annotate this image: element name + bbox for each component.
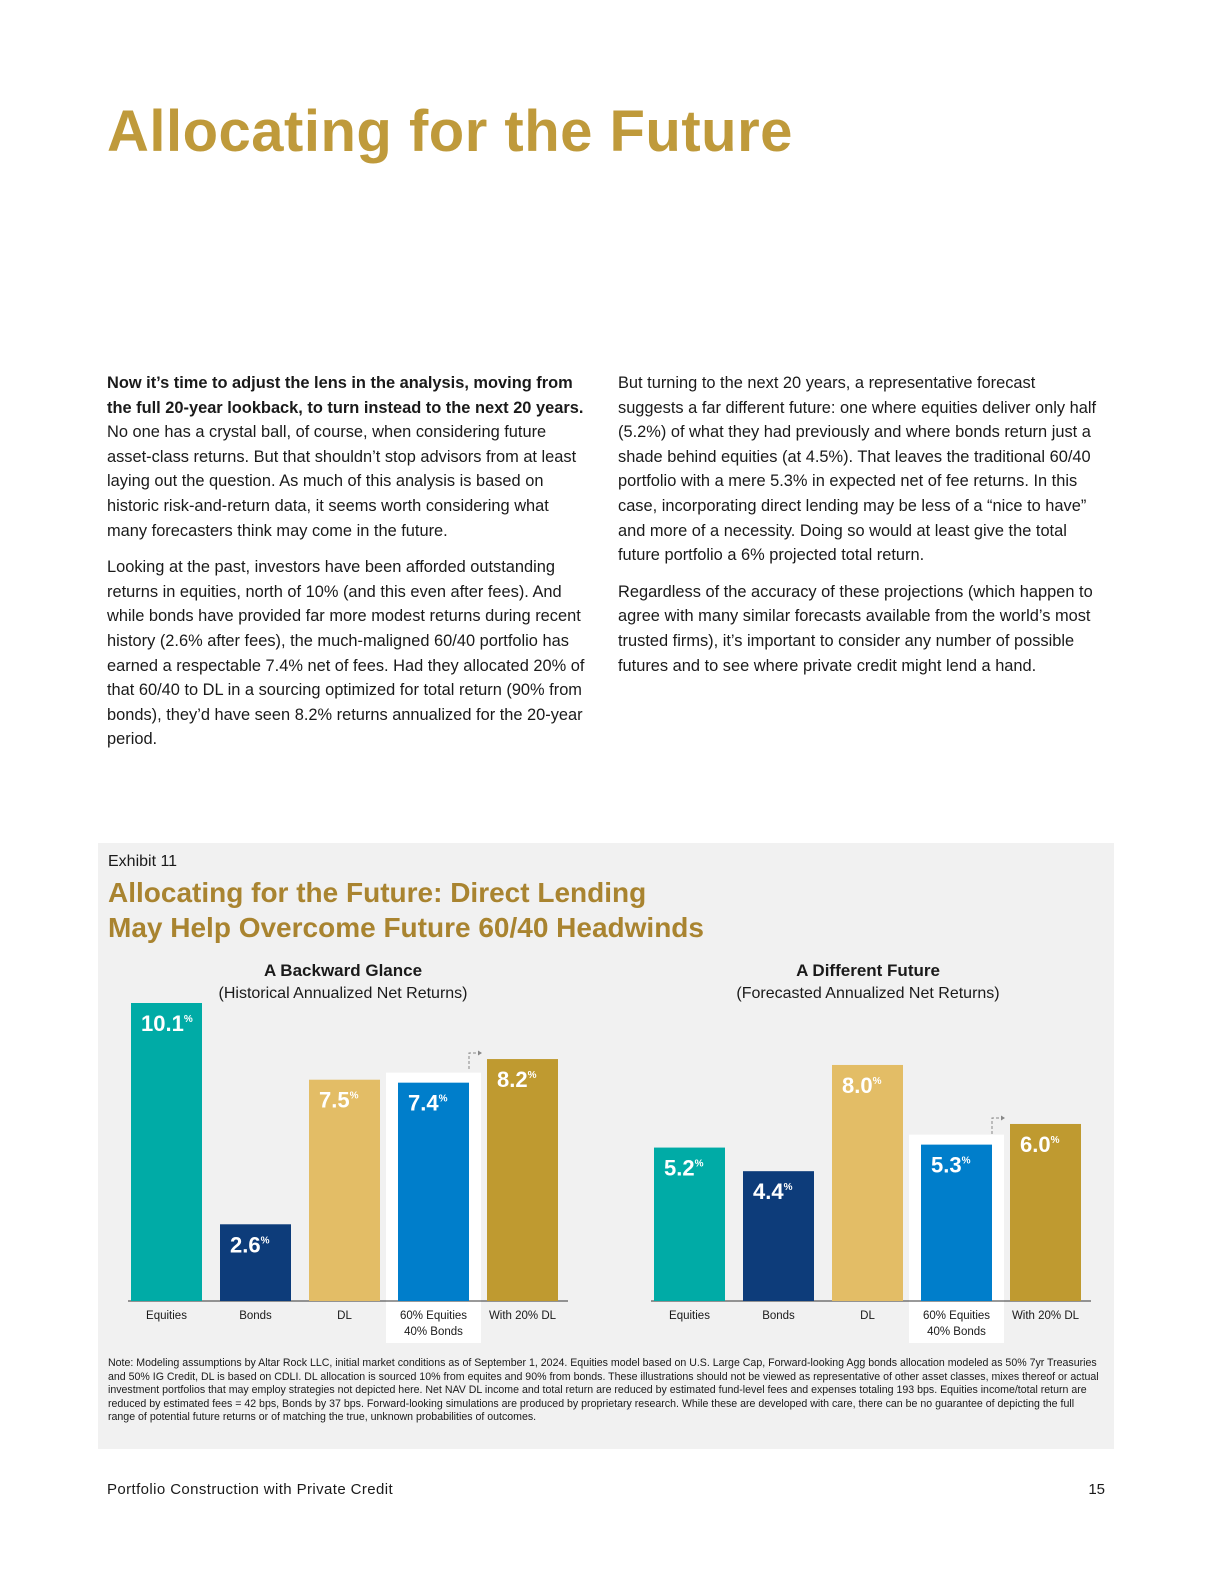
- data-label-unit: %: [1050, 1134, 1060, 1146]
- connector-arrow-head: [1001, 1115, 1005, 1120]
- paragraph-text: No one has a crystal ball, of course, when considering future asset-class returns. But that shouldn’t stop advisors from at least laying out the question. As much of this analysis is based on historic risk-and-return data, it seems worth considering what many forecasters think may come in the future.: [107, 423, 577, 540]
- exhibit-note: Note: Modeling assumptions by Altar Rock LLC, initial market conditions as of September 1, 2024. Equities model based on U.S. Large Cap, Forward-looking Agg bonds allocation modeled as 50% 7yr Treasuries and 50% IG Credit, DL is based on CDLI. DL allocation is sourced 10% from equites and 90% from bonds. These illustrations should not be viewed as representative of other asset classes, mixes thereof or actual investment portfolios that may employ strategies not depicted here. Net NAV DL income and total return are reduced by estimated fund-level fees and expenses totaling 193 bps. Equities income/total return are reduced by estimated fees = 42 bps, Bonds by 37 bps. Forward-looking simulations are produced by proprietary research. While these are developed with care, there can be no guarantee of depicting the full range of potential future returns or of matching the true, unknown probabilities of outcomes.: [108, 1357, 1099, 1424]
- category-label-1: Bonds: [762, 1310, 795, 1322]
- category-label-3: 60% Equities: [399, 1310, 468, 1322]
- paragraph: Regardless of the accuracy of these projections (which happen to agree with many similar forecasts available from the world’s most trusted firms), it’s important to consider any number of possible futures and to see where private credit might lend a hand.: [618, 582, 1093, 675]
- connector-arrow: [469, 1053, 479, 1069]
- category-label-4: With 20% DL: [488, 1310, 557, 1322]
- chart-subheading: (Historical Annualized Net Returns): [218, 985, 468, 1002]
- bar-2: [832, 1065, 903, 1301]
- page-title: Allocating for the Future: [107, 99, 793, 164]
- body-column-left: [107, 371, 589, 764]
- connector-arrow-head: [478, 1051, 482, 1056]
- data-label-unit: %: [183, 1014, 193, 1025]
- data-label-unit: %: [961, 1155, 971, 1167]
- bar-chart-future: [641, 993, 1101, 1343]
- paragraph: [107, 371, 589, 543]
- data-label-2: 7.5%: [319, 1087, 359, 1113]
- connector-arrow: [992, 1118, 1002, 1134]
- exhibit-label: Exhibit 11: [108, 853, 178, 870]
- data-label-unit: %: [783, 1182, 793, 1194]
- paragraph-lead: Now it’s time to adjust the lens in the analysis, moving from the full 20-year lookback, to turn instead to the next 20 years.: [107, 374, 584, 417]
- category-label-3: 40% Bonds: [927, 1326, 986, 1338]
- data-label-2: 8.0%: [842, 1072, 882, 1098]
- bar-chart-backward: [118, 993, 578, 1343]
- footer-page-number: 15: [1088, 1481, 1105, 1498]
- category-label-2: DL: [337, 1310, 352, 1322]
- chart-heading: A Different Future: [796, 961, 940, 980]
- data-label-unit: %: [438, 1093, 448, 1105]
- data-label-unit: %: [349, 1090, 359, 1102]
- data-label-1: 2.6%: [230, 1232, 270, 1258]
- data-label-unit: %: [260, 1235, 270, 1247]
- category-label-0: Equities: [669, 1310, 710, 1322]
- chart-heading: A Backward Glance: [263, 961, 423, 980]
- footer-document-title: Portfolio Construction with Private Credit: [107, 1481, 394, 1498]
- exhibit-title-line2: May Help Overcome Future 60/40 Headwinds: [108, 912, 704, 943]
- chart-subheading: (Forecasted Annualized Net Returns): [736, 985, 1000, 1002]
- category-label-4: With 20% DL: [1011, 1310, 1080, 1322]
- exhibit-title-line1: Allocating for the Future: Direct Lending: [108, 877, 647, 908]
- data-label-unit: %: [694, 1158, 704, 1170]
- data-label-1: 4.4%: [753, 1179, 793, 1205]
- category-label-3: 60% Equities: [922, 1310, 991, 1322]
- category-label-2: DL: [860, 1310, 875, 1322]
- exhibit-title: [108, 875, 868, 945]
- data-label-3: 5.3%: [931, 1152, 971, 1178]
- data-label-4: 6.0%: [1020, 1131, 1060, 1157]
- paragraph: But turning to the next 20 years, a representative forecast suggests a far different future: one where equities deliver only half (5.2%) of what they had previously and where bonds return just a shade behind equities (at 4.5%). That leaves the traditional 60/40 portfolio with a mere 5.3% in expected net of fee returns. In this case, incorporating direct lending may be less of a “nice to have” and more of a necessity. Doing so would at least give the total future portfolio a 6% projected total return.: [618, 374, 1097, 565]
- body-column-right: [618, 371, 1100, 690]
- data-label-4: 8.2%: [497, 1067, 537, 1093]
- paragraph: Looking at the past, investors have been afforded outstanding returns in equities, north of 10% (and this even after fees). And while bonds have provided far more modest returns during recent history (2.6% after fees), the much-maligned 60/40 portfolio has earned a respectable 7.4% net of fees. Had they allocated 20% of that 60/40 to DL in a sourcing optimized for total return (90% from bonds), they’d have seen 8.2% returns annualized for the 20-year period.: [107, 558, 585, 749]
- data-label-unit: %: [527, 1070, 537, 1082]
- data-label-0: 10.1%: [141, 1011, 193, 1036]
- category-label-3: 40% Bonds: [404, 1326, 463, 1338]
- data-label-0: 5.2%: [664, 1155, 704, 1181]
- bar-4: [487, 1059, 558, 1301]
- category-label-1: Bonds: [239, 1310, 272, 1322]
- data-label-unit: %: [872, 1075, 882, 1087]
- bar-2: [309, 1080, 380, 1301]
- data-label-3: 7.4%: [408, 1090, 448, 1116]
- exhibit-panel: [98, 843, 1114, 1449]
- bar-0: [131, 1003, 202, 1301]
- category-label-0: Equities: [146, 1310, 187, 1322]
